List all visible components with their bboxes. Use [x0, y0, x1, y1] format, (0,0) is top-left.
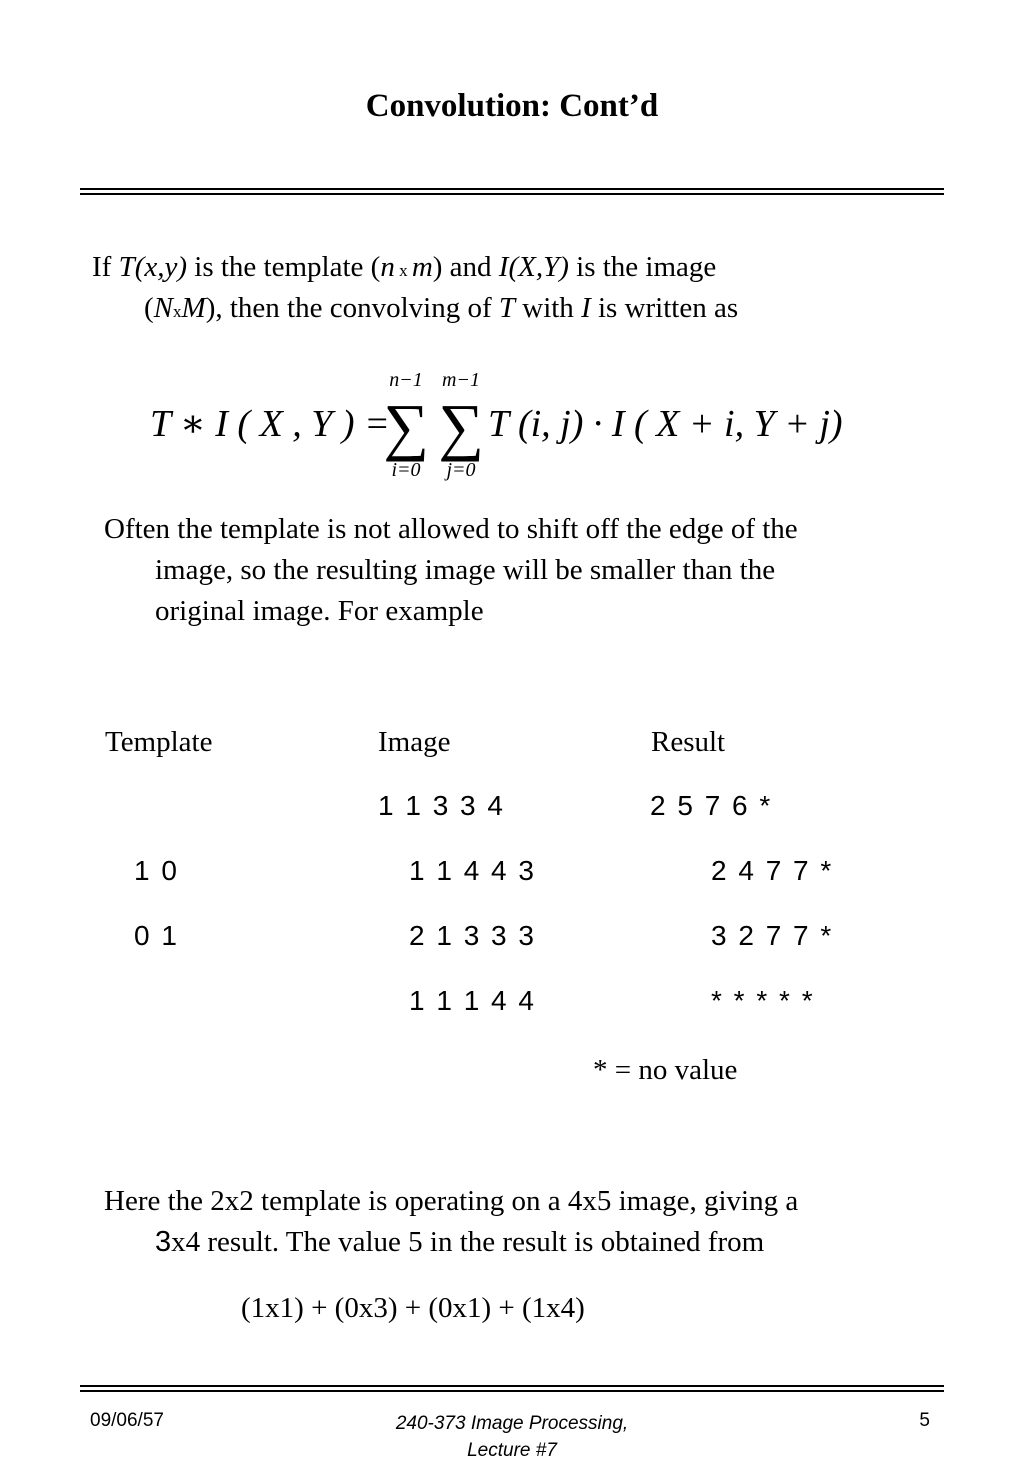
- image-row-4: 1 1 1 4 4: [409, 985, 536, 1016]
- footer-course-line-1: 240-373 Image Processing,: [395, 1413, 629, 1434]
- result-row-4: * * * * *: [711, 985, 815, 1016]
- explanation-line-2: [155, 1222, 764, 1263]
- result-row-3: 3 2 7 7 *: [711, 920, 834, 951]
- top-rule-2: [80, 193, 944, 195]
- image-row-3: 2 1 3 3 3: [409, 920, 536, 951]
- convolution-formula: [148, 368, 888, 486]
- image-row-1: 1 1 3 3 4: [378, 790, 505, 821]
- slide-title: Convolution: Cont’d: [365, 88, 659, 124]
- intro-var-m: m: [411, 251, 433, 283]
- formula-lhs: T ∗ I ( X , Y ) =: [150, 403, 390, 445]
- intro-line-2: [144, 288, 738, 332]
- intro-var-XY: (X,Y): [508, 251, 569, 283]
- note-line-1: Often the template is not allowed to shift off the edge of the: [104, 513, 798, 545]
- top-rule-1: [80, 188, 944, 190]
- formula-sum2-lower: j=0: [446, 459, 476, 481]
- intro-line-1: [92, 247, 716, 291]
- formula-sum1-upper: n−1: [389, 369, 423, 391]
- intro-text: is the template (: [187, 251, 381, 283]
- template-row-2: 0 1: [134, 920, 179, 951]
- result-row-2: 2 4 7 7 *: [711, 855, 834, 886]
- intro-text: is written as: [590, 292, 739, 324]
- intro-text: is the image: [568, 251, 717, 283]
- intro-text: ) and: [432, 251, 499, 283]
- image-row-2: 1 1 4 4 3: [409, 855, 536, 886]
- footer-page-number: 5: [919, 1410, 930, 1431]
- formula-sum1-sigma: ∑: [383, 391, 429, 462]
- explanation-line-1: Here the 2x2 template is operating on a 4x5 image, giving a: [104, 1185, 799, 1217]
- footer-date: 09/06/57: [90, 1410, 164, 1431]
- footer-course-line-2: Lecture #7: [467, 1440, 557, 1461]
- formula-sum1-lower: i=0: [391, 459, 421, 481]
- intro-times: x: [173, 302, 182, 321]
- intro-var-xy: (x,y): [134, 251, 188, 283]
- calculation: (1x1) + (0x3) + (0x1) + (1x4): [241, 1292, 585, 1324]
- intro-text: with: [515, 292, 582, 324]
- intro-var-n: n: [380, 251, 395, 283]
- header-template: Template: [105, 726, 213, 758]
- note-line-2: image, so the resulting image will be smaller than the: [155, 554, 776, 586]
- formula-sum2-upper: m−1: [442, 369, 480, 391]
- formula-sum2-sigma: ∑: [438, 391, 484, 462]
- explanation-digit: 3: [155, 1226, 172, 1258]
- formula-rhs: T (i, j) · I ( X + i, Y + j): [488, 403, 843, 445]
- intro-var-T: T: [118, 251, 135, 283]
- intro-var-N: N: [153, 292, 174, 324]
- footer-course: [312, 1410, 712, 1464]
- header-result: Result: [651, 726, 726, 758]
- header-image: Image: [378, 726, 451, 758]
- intro-text: (: [144, 292, 154, 324]
- result-row-1: 2 5 7 6 *: [650, 790, 773, 821]
- bottom-rule-1: [80, 1385, 944, 1387]
- intro-times: x: [394, 261, 412, 280]
- bottom-rule-2: [80, 1390, 944, 1392]
- intro-text: If: [92, 251, 119, 283]
- intro-var-I: I: [581, 292, 591, 324]
- intro-var-T: T: [498, 292, 515, 324]
- intro-text: ), then the convolving of: [205, 292, 499, 324]
- no-value-legend: * = no value: [593, 1054, 738, 1086]
- note-line-3: original image. For example: [155, 595, 484, 627]
- intro-var-I: I: [498, 251, 509, 283]
- explanation-text: x4 result. The value 5 in the result is obtained from: [171, 1226, 765, 1258]
- intro-var-M: M: [181, 292, 206, 324]
- template-row-1: 1 0: [134, 855, 179, 886]
